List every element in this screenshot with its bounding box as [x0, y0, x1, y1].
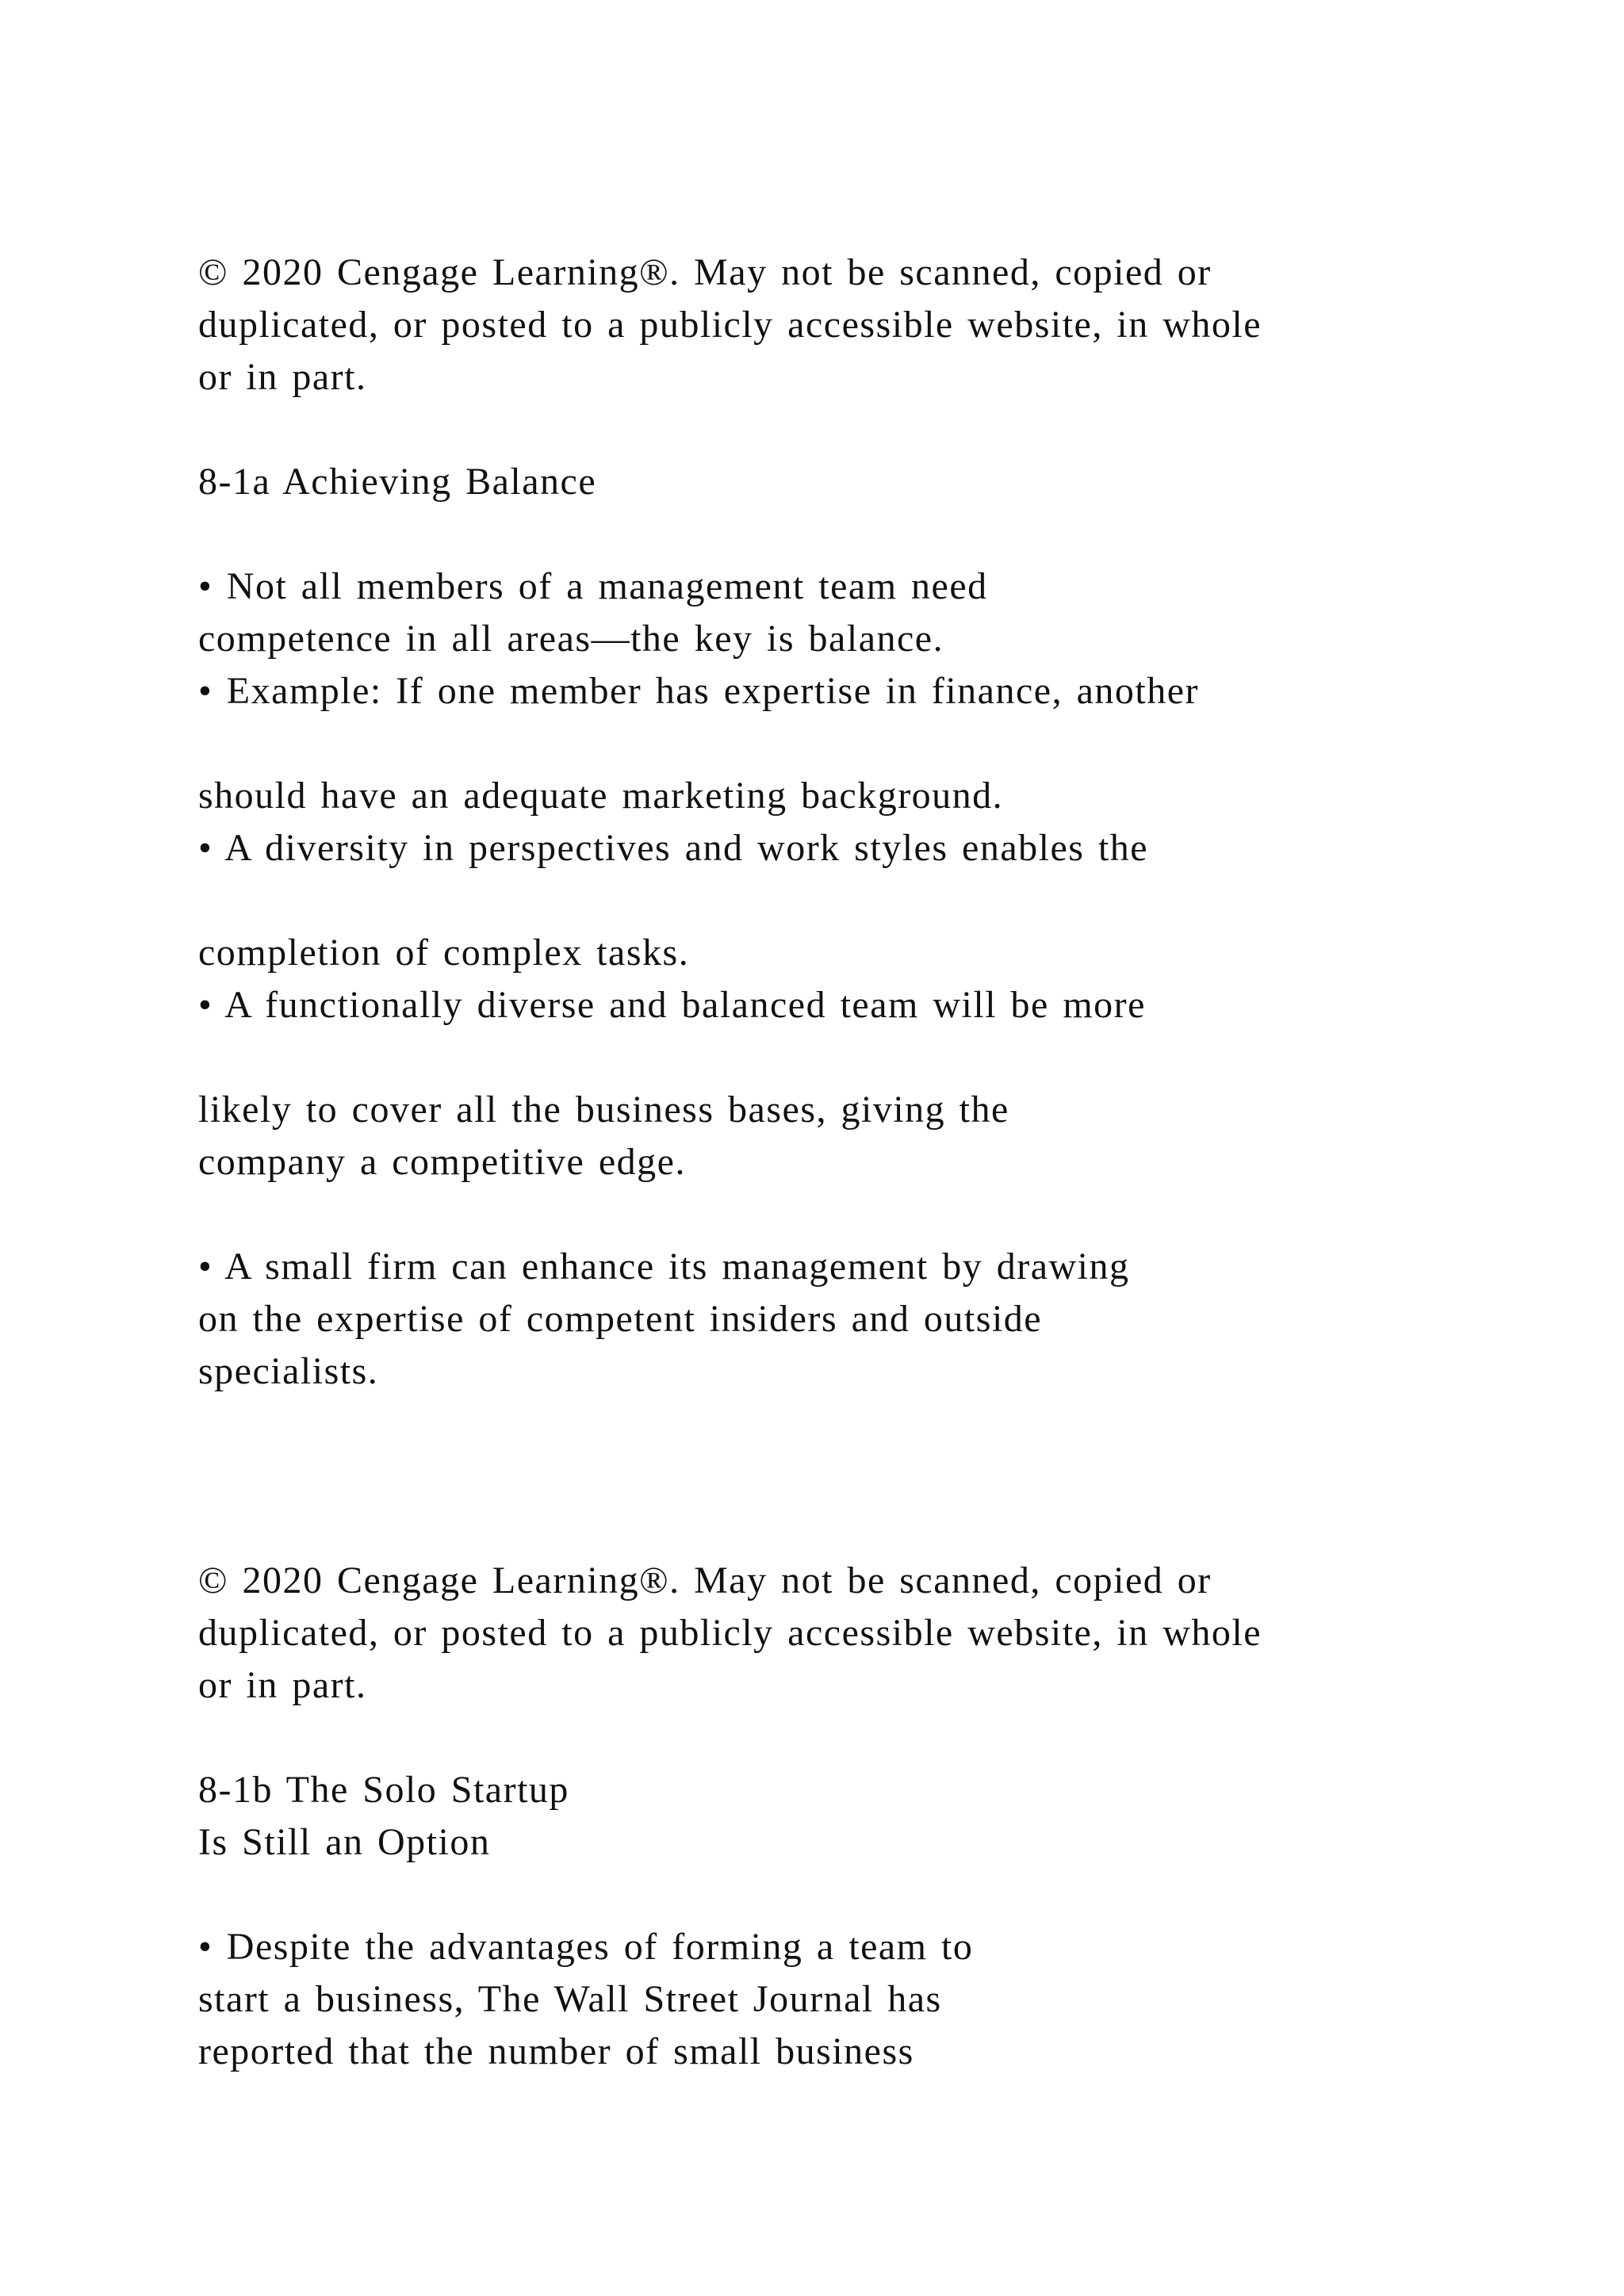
copyright-line: or in part.: [198, 356, 367, 398]
copyright-line: duplicated, or posted to a publicly accessible website, in whole: [198, 304, 1262, 346]
body-line: company a competitive edge.: [198, 1141, 686, 1183]
body-line: on the expertise of competent insiders and outside: [198, 1298, 1043, 1340]
section-heading: 8-1b The Solo Startup: [198, 1769, 569, 1811]
body-line: specialists.: [198, 1350, 379, 1392]
body-line: reported that the number of small business: [198, 2030, 914, 2072]
copyright-line: © 2020 Cengage Learning®. May not be scanned, copied or: [198, 1559, 1212, 1601]
body-line: should have an adequate marketing background.: [198, 775, 1004, 817]
body-line: competence in all areas—the key is balance.: [198, 618, 944, 660]
section-heading: Is Still an Option: [198, 1821, 491, 1863]
copyright-line: duplicated, or posted to a publicly accessible website, in whole: [198, 1612, 1262, 1654]
body-line: • A diversity in perspectives and work styles enables the: [198, 827, 1149, 869]
body-line: • A functionally diverse and balanced team will be more: [198, 984, 1146, 1026]
body-line: • Example: If one member has expertise in finance, another: [198, 670, 1200, 712]
body-line: • A small firm can enhance its management by drawing: [198, 1246, 1130, 1288]
body-line: • Not all members of a management team need: [198, 565, 988, 607]
copyright-line: or in part.: [198, 1664, 367, 1706]
body-line: start a business, The Wall Street Journal has: [198, 1978, 942, 2020]
copyright-line: © 2020 Cengage Learning®. May not be scanned, copied or: [198, 251, 1212, 293]
body-line: • Despite the advantages of forming a team to: [198, 1926, 974, 1968]
body-line: completion of complex tasks.: [198, 932, 690, 974]
body-line: likely to cover all the business bases, giving the: [198, 1089, 1009, 1131]
section-heading: 8-1a Achieving Balance: [198, 461, 597, 503]
